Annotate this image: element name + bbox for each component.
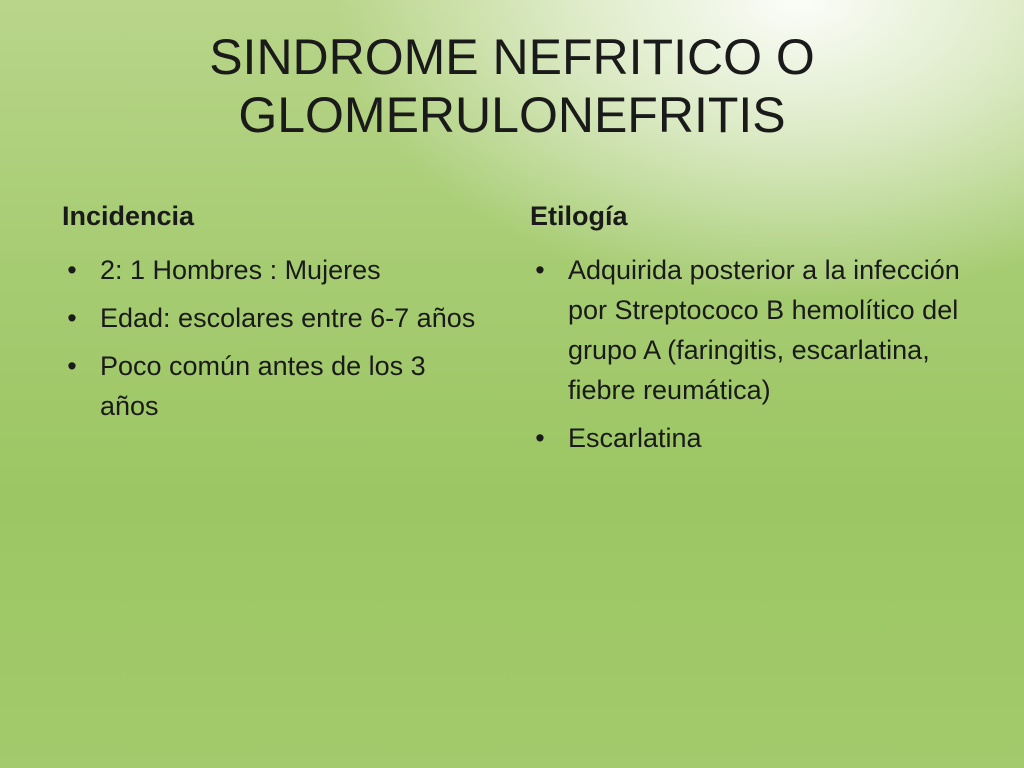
- etiology-list: [530, 250, 970, 458]
- etiology-heading: Etilogía: [530, 201, 628, 231]
- bullet-icon: •: [67, 255, 77, 285]
- list-item: [62, 346, 482, 426]
- title-line-2: GLOMERULONEFRITIS: [238, 87, 786, 143]
- slide-title: [60, 28, 964, 144]
- list-item: [62, 250, 482, 290]
- bullet-icon: •: [67, 351, 77, 381]
- list-item-text: Escarlatina: [568, 423, 702, 453]
- list-item-text: Poco común antes de los 3 años: [100, 351, 426, 421]
- list-item-text: 2: 1 Hombres : Mujeres: [100, 255, 381, 285]
- title-line-1: SINDROME NEFRITICO O: [209, 29, 815, 85]
- list-item: [530, 418, 970, 458]
- bullet-icon: •: [535, 423, 545, 453]
- etiology-column: [530, 196, 970, 466]
- bullet-icon: •: [67, 303, 77, 333]
- list-item-text: Adquirida posterior a la infección por Streptococo B hemolítico del grupo A (faringitis, escarlatina, fiebre reumática): [568, 255, 960, 405]
- list-item-text: Edad: escolares entre 6-7 años: [100, 303, 476, 333]
- incidence-column: [62, 196, 482, 434]
- list-item: [530, 250, 970, 410]
- incidence-list: [62, 250, 482, 426]
- list-item: [62, 298, 482, 338]
- incidence-heading: Incidencia: [62, 201, 195, 231]
- bullet-icon: •: [535, 255, 545, 285]
